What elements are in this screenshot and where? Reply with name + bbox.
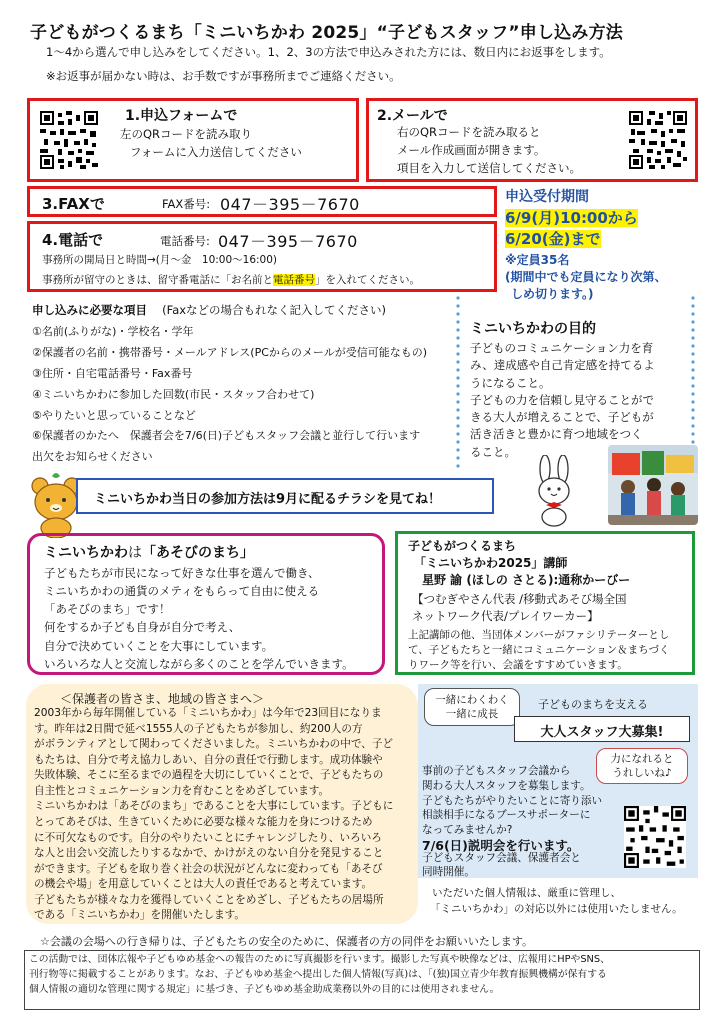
adult-staff-box [418, 684, 698, 878]
purpose-text: 子どものコミュニケーション力を育 み、達成感や自己肯定感を持てるよ うになること。 子どもの力を信頼し見守ることがで きる大人が増えることで、子どもが 活き活きと豊かに育つ地域をつく ること。 [470, 341, 655, 459]
method-form-line2: フォームに入力送信してください [130, 145, 302, 159]
method-form-heading: 1.申込フォームで [125, 108, 238, 124]
recruit-banner: 大人スタッフ大募集! [514, 716, 690, 742]
phone-number: 047－395－7670 [218, 232, 358, 251]
flyer-note: ミニいちかわ当日の参加方法は9月に配るチラシを見てね！ [94, 492, 442, 507]
method-email-line3: 項目を入力して送信してください。 [397, 161, 581, 175]
capacity-note2: しめ切ります。) [511, 287, 594, 301]
privacy-note: いただいた個人情報は、厳重に管理し、 「ミニいちかわ」の対応以外には使用いたしません。 [430, 887, 683, 915]
answering-machine-note: 事務所が留守のときは、留守番電話に「お名前と電話番号」を入れてください。 [42, 274, 420, 286]
photo-policy-footer: この活動では、団体広報や子どもゆめ基金への報告のために写真撮影を行います。撮影した写真や映像などは、広報用にHPやSNS、 刊行物等に掲載することがあります。なお、子どもゆめ基金へ提出した個人情報(写真)は、「(独)国立青少年教育振興機構が保有する 個人情報の適切な管理に関する規定」に基づき、子どもゆめ基金助成業務以外の目的には使用されません。 [24, 950, 700, 1010]
lecturer-affiliation: 【つむぎやさん代表 /移動式あそび場全国 ネットワーク代表/プレイワーカー】 [412, 592, 627, 623]
email-qr-code[interactable] [629, 111, 687, 169]
asobi-text: 子どもたちが市民になって好きな仕事を選んで働き、 ミニいちかわの通貨のメティをもらって自由に使える 「あそびのまち」です！ 何をするか子ども自身が自分で考え、 自分で決めていくことを大事にしています。 いろいろな人と交流しながら多くのことを学んでいきます。 [44, 566, 354, 671]
required-heading-row: 申し込みに必要な項目 (Faxなどの場合もれなく記入してください) [32, 303, 387, 317]
method-phone-box [27, 221, 497, 292]
application-period [505, 186, 715, 302]
period-start: 6/9(月)10:00から [505, 209, 638, 227]
lecturer-box [395, 531, 695, 675]
staff-qr-code[interactable] [624, 806, 686, 868]
required-item: ④ミニいちかわに参加した回数(市民・スタッフ合わせて) [32, 387, 315, 401]
fax-number: 047－395－7670 [220, 195, 360, 214]
phone-label: 電話番号: [160, 234, 210, 248]
asobi-heading: ミニいちかわは「あそびのまち」 [44, 545, 254, 561]
method-fax-heading: 3.FAXで [42, 195, 105, 213]
event-photo [608, 445, 698, 525]
page-title: 子どもがつくるまち「ミニいちかわ 2025」“子どもスタッフ”申し込み方法 [30, 23, 623, 43]
office-hours: 事務所の開局日と時間→(月～金 10:00～16:00) [42, 254, 278, 266]
purpose-section [470, 318, 688, 461]
speech-bubble-glad: 力になれると うれしいね♪ [596, 748, 688, 784]
method-email-heading: 2.メールで [377, 108, 448, 124]
required-items [32, 302, 452, 468]
guardians-text: 2003年から毎年開催している「ミニいちかわ」は今年で23回目になりま す。昨年は2日間で延べ1555人の子どもたちが参加し、約200人の方 がボランティアとして関わってくださいました。ミニいちかわの中で、子ど もたちは、自分で考え協力しあい、自分の責任で行動します。成功体験や 失敗体験、そこに至るまでの過程を大切にしていくことで、子どもたちの 自主性とコミュニケーション力を育むことをめざしています。 ミニいちかわは「あそびのまち」であることを大事にしています。子どもに とってあそびは、生きていくために必要な様々な能力を身につけるため に不可欠なものです。自分のやりたいことにチャレンジしたり、いろいろ な人と出会い交流したりするなかで、かけがえのない自分を発見すること ができます。子どもを取り巻く社会の状況がどんなに変わっても「あそび の機会や場」を用意していくことは大人の責任であると考えています。 子どもたちが様々な力を獲得していくことをめざし、子どもたちの居場所 である「ミニいちかわ」を開催いたします。 [34, 707, 394, 922]
support-caption: 子どものまちを支える [538, 698, 648, 711]
speech-bubble-together: 一緒にわくわく 一緒に成長 [424, 688, 520, 726]
adult-staff-text: 事前の子どもスタッフ会議から 関わる大人スタッフを募集します。 子どもたちがやりたいことに寄り添い 相談相手になるブースサポーターに なってみませんか? [422, 765, 603, 837]
required-item-continued: 出欠をお知らせください [32, 450, 153, 464]
lecturer-description: 上記講師の他、当団体メンバーがファシリテーターとし て、子どもたちと一緒にコミュニケーション＆まちづく りワーク等を行い、会議をすすめていきます。 [408, 629, 670, 672]
method-form-line1: 左のQRコードを読み取り [120, 127, 253, 141]
guardians-message-box [26, 684, 418, 924]
purpose-heading: ミニいちかわの目的 [470, 321, 596, 337]
rabbit-mascot-icon [525, 455, 583, 527]
venue-note: ☆会議の会場への行き帰りは、子どもたちの安全のために、保護者の方の同伴をお願いいたします。 [40, 935, 533, 948]
required-item: ①名前(ふりがな)・学校名・学年 [32, 325, 194, 338]
method-fax-box [27, 186, 497, 217]
flyer-note-box [76, 478, 494, 514]
capacity: ※定員35名 [505, 253, 570, 267]
briefing-session: 7/6(日)説明会を行います。 [422, 838, 580, 853]
required-item: ⑤やりたいと思っていることなど [32, 408, 196, 422]
dotted-divider-left [454, 294, 462, 468]
required-item: ③住所・自宅電話番号・Fax番号 [32, 366, 193, 380]
reply-note: ※お返事が届かない時は、お手数ですが事務所までご連絡ください。 [46, 69, 401, 83]
capacity-note1: (期間中でも定員になり次第、 [505, 270, 667, 284]
period-end: 6/20(金)まで [505, 230, 601, 248]
method-form-box [27, 98, 359, 182]
method-email-line2: メール作成画面が開きます。 [397, 143, 546, 157]
required-item: ⑥保護者のかたへ 保護者会を7/6(日)子どもスタッフ会議と並行して行います [32, 429, 421, 443]
intro-text: 1～4から選んで申し込みをしてください。1、2、3の方法で申込みされた方には、数日内にお返事をします。 [46, 45, 611, 59]
method-email-line1: 右のQRコードを読み取ると [397, 125, 541, 139]
required-item: ②保護者の名前・携帯番号・メールアドレス(PCからのメールが受信可能なもの) [32, 345, 427, 359]
guardians-heading: ＜保護者の皆さま、地域の皆さまへ＞ [60, 692, 265, 706]
fax-label: FAX番号: [162, 197, 211, 211]
method-phone-heading: 4.電話で [42, 231, 104, 249]
required-list [32, 322, 452, 468]
briefing-note: 子どもスタッフ会議、保護者会と 同時開催。 [422, 852, 581, 878]
lecturer-heading: 子どもがつくるまち 「ミニいちかわ2025」講師 星野 諭 (ほしの さとる):通称かーびー [408, 539, 631, 587]
form-qr-code[interactable] [40, 111, 98, 169]
asobi-machi-box [27, 533, 385, 675]
period-heading: 申込受付期間 [505, 189, 589, 205]
method-email-box [366, 98, 698, 182]
